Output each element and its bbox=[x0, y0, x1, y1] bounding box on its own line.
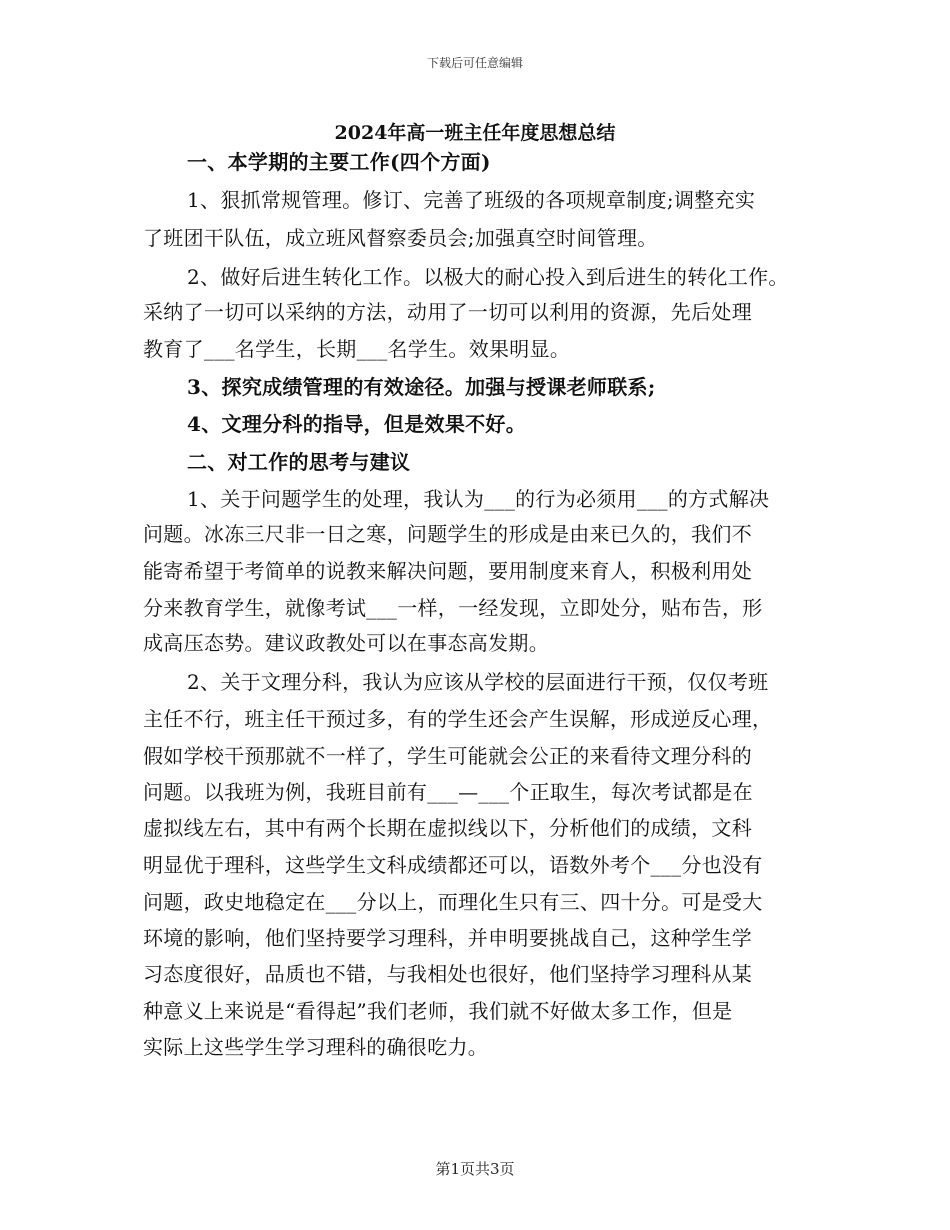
paragraph-line: 采纳了一切可以采纳的方法，动用了一切可以利用的资源，先后处理 bbox=[143, 300, 752, 324]
paragraph-line: 假如学校干预那就不一样了，学生可能就会公正的来看待文理分科的 bbox=[143, 744, 752, 768]
paragraph-line: 种意义上来说是“看得起”我们老师，我们就不好做太多工作，但是 bbox=[143, 999, 733, 1023]
page-number: 第1页共3页 bbox=[435, 1160, 515, 1178]
paragraph-line: 虚拟线左右，其中有两个长期在虚拟线以下，分析他们的成绩，文科 bbox=[143, 816, 752, 840]
paragraph-line: 能寄希望于考简单的说教来解决问题，要用制度来育人，积极利用处 bbox=[143, 559, 752, 583]
section-heading-2: 二、对工作的思考与建议 bbox=[187, 450, 411, 474]
paragraph-line: 分来教育学生，就像考试___一样，一经发现，立即处分，贴布告，形 bbox=[143, 596, 763, 620]
paragraph-line: 习态度很好，品质也不错，与我相处也很好，他们坚持学习理科从某 bbox=[143, 962, 752, 986]
paragraph-line: 实际上这些学生学习理科的确很吃力。 bbox=[143, 1035, 489, 1059]
section-heading-1: 一、本学期的主要工作(四个方面) bbox=[187, 150, 491, 174]
bold-item-4: 4、文理分科的指导，但是效果不好。 bbox=[187, 412, 527, 436]
paragraph-line: 教育了___名学生，长期___名学生。效果明显。 bbox=[143, 337, 571, 361]
paragraph-line: 问题，政史地稳定在___分以上，而理化生只有三、四十分。可是受大 bbox=[143, 890, 763, 914]
paragraph-line: 成高压态势。建议政教处可以在事态高发期。 bbox=[143, 631, 549, 655]
paragraph-line: 1、关于问题学生的处理，我认为___的行为必须用___的方式解决 bbox=[187, 487, 770, 511]
document-title: 2024年高一班主任年度思想总结 bbox=[334, 122, 616, 144]
bold-item-3: 3、探究成绩管理的有效途径。加强与授课老师联系; bbox=[187, 375, 656, 399]
paragraph-line: 环境的影响，他们坚持要学习理科，并申明要挑战自己，这种学生学 bbox=[143, 926, 752, 950]
paragraph-line: 了班团干队伍，成立班风督察委员会;加强真空时间管理。 bbox=[143, 226, 658, 250]
paragraph-line: 2、关于文理分科，我认为应该从学校的层面进行干预，仅仅考班 bbox=[187, 670, 769, 694]
paragraph-line: 明显优于理科，这些学生文科成绩都还可以，语数外考个___分也没有 bbox=[143, 853, 763, 877]
paragraph-line: 主任不行，班主任干预过多，有的学生还会产生误解，形成逆反心理， bbox=[143, 707, 773, 731]
paragraph-line: 1、狠抓常规管理。修订、完善了班级的各项规章制度;调整充实 bbox=[187, 188, 756, 212]
paragraph-line: 2、做好后进生转化工作。以极大的耐心投入到后进生的转化工作。 bbox=[187, 265, 789, 289]
paragraph-line: 问题。冰冻三尺非一日之寒，问题学生的形成是由来已久的，我们不 bbox=[143, 522, 752, 546]
header-note: 下载后可任意编辑 bbox=[426, 56, 523, 70]
paragraph-line: 问题。以我班为例，我班目前有___—___个正取生，每次考试都是在 bbox=[143, 780, 753, 804]
